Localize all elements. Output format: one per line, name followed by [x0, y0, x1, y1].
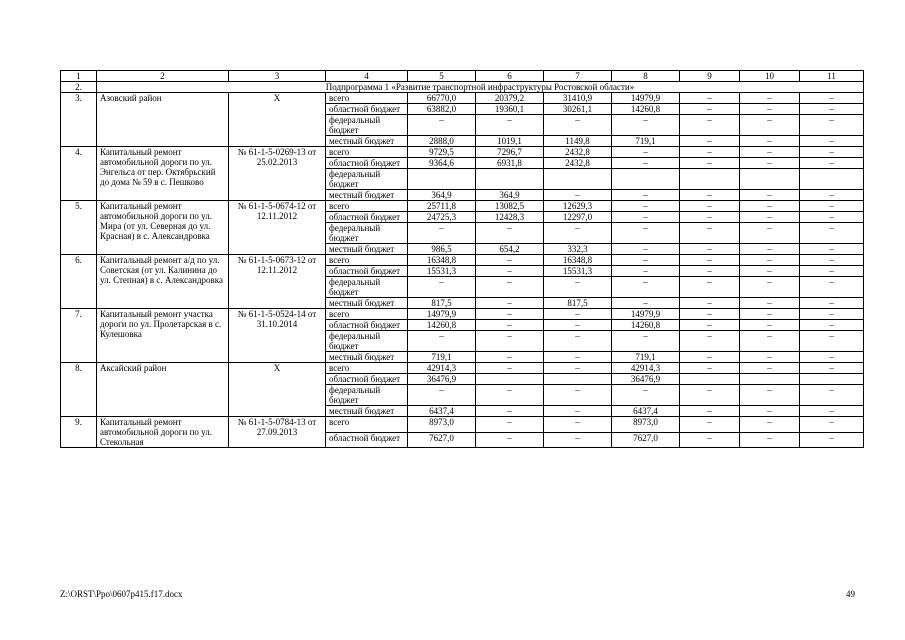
amount-cell: 654,2: [476, 244, 544, 255]
amount-cell: –: [800, 266, 864, 277]
amount-cell: –: [740, 147, 800, 158]
amount-cell: –: [800, 320, 864, 331]
amount-cell: 817,5: [544, 298, 612, 309]
amount-cell: –: [740, 331, 800, 352]
column-number: 4: [326, 71, 408, 82]
amount-cell: –: [612, 147, 680, 158]
amount-cell: –: [740, 104, 800, 115]
amount-cell: 2432,8: [544, 147, 612, 158]
amount-cell: [612, 169, 680, 190]
table-row: [61, 201, 864, 212]
amount-cell: –: [408, 115, 476, 136]
amount-cell: –: [800, 363, 864, 374]
funding-source: областной бюджет: [326, 266, 408, 277]
amount-cell: –: [740, 115, 800, 136]
funding-source: всего: [326, 309, 408, 320]
funding-source: областной бюджет: [326, 432, 408, 448]
amount-cell: 14979,9: [408, 309, 476, 320]
amount-cell: 8973,0: [408, 417, 476, 433]
row-number: 8.: [61, 363, 97, 417]
amount-cell: 14260,8: [612, 104, 680, 115]
amount-cell: 1019,1: [476, 136, 544, 147]
column-number: 8: [612, 71, 680, 82]
funding-source: областной бюджет: [326, 212, 408, 223]
amount-cell: –: [740, 93, 800, 104]
funding-source: местный бюджет: [326, 190, 408, 201]
amount-cell: 332,3: [544, 244, 612, 255]
funding-source: федеральный бюджет: [326, 169, 408, 190]
column-number: 6: [476, 71, 544, 82]
amount-cell: –: [800, 190, 864, 201]
amount-cell: –: [740, 223, 800, 244]
amount-cell: 19360,1: [476, 104, 544, 115]
budget-table: [60, 70, 864, 448]
amount-cell: –: [800, 277, 864, 298]
document-number: № 61-1-5-0673-12 от 12.11.2012: [229, 255, 326, 309]
amount-cell: –: [612, 331, 680, 352]
amount-cell: [476, 169, 544, 190]
amount-cell: –: [680, 223, 740, 244]
amount-cell: –: [680, 277, 740, 298]
amount-cell: –: [544, 432, 612, 448]
column-number: 7: [544, 71, 612, 82]
amount-cell: –: [476, 298, 544, 309]
amount-cell: –: [740, 406, 800, 417]
amount-cell: 2432,8: [544, 158, 612, 169]
amount-cell: –: [800, 309, 864, 320]
amount-cell: –: [476, 309, 544, 320]
amount-cell: 7627,0: [612, 432, 680, 448]
amount-cell: 986,5: [408, 244, 476, 255]
amount-cell: –: [680, 190, 740, 201]
amount-cell: –: [740, 363, 800, 374]
amount-cell: –: [680, 104, 740, 115]
amount-cell: –: [680, 331, 740, 352]
amount-cell: –: [740, 309, 800, 320]
amount-cell: –: [740, 320, 800, 331]
amount-cell: –: [800, 244, 864, 255]
amount-cell: 31410,9: [544, 93, 612, 104]
amount-cell: –: [800, 104, 864, 115]
amount-cell: –: [800, 331, 864, 352]
header-row: [61, 71, 864, 82]
amount-cell: –: [680, 320, 740, 331]
amount-cell: –: [800, 406, 864, 417]
amount-cell: –: [544, 320, 612, 331]
amount-cell: 14979,9: [612, 309, 680, 320]
column-number: 10: [740, 71, 800, 82]
amount-cell: 36476,9: [408, 374, 476, 385]
amount-cell: –: [800, 212, 864, 223]
amount-cell: 2888,0: [408, 136, 476, 147]
row-number: 5.: [61, 201, 97, 255]
funding-source: федеральный бюджет: [326, 385, 408, 406]
column-number: 3: [229, 71, 326, 82]
amount-cell: –: [740, 244, 800, 255]
amount-cell: –: [408, 223, 476, 244]
amount-cell: –: [476, 363, 544, 374]
row-number: 9.: [61, 417, 97, 448]
amount-cell: –: [612, 244, 680, 255]
amount-cell: [408, 169, 476, 190]
amount-cell: [544, 169, 612, 190]
funding-source: всего: [326, 93, 408, 104]
amount-cell: –: [544, 190, 612, 201]
subprogram-row: [61, 82, 864, 93]
amount-cell: 8973,0: [612, 417, 680, 433]
funding-source: местный бюджет: [326, 136, 408, 147]
document-number: № 61-1-5-0784-13 от 27.09.2013: [229, 417, 326, 448]
funding-source: областной бюджет: [326, 320, 408, 331]
funding-source: федеральный бюджет: [326, 331, 408, 352]
column-number: 1: [61, 71, 97, 82]
amount-cell: 36476,9: [612, 374, 680, 385]
amount-cell: –: [612, 190, 680, 201]
document-number: Х: [229, 363, 326, 417]
amount-cell: –: [680, 158, 740, 169]
funding-source: местный бюджет: [326, 298, 408, 309]
funding-source: федеральный бюджет: [326, 223, 408, 244]
amount-cell: –: [476, 385, 544, 406]
amount-cell: –: [800, 136, 864, 147]
funding-source: всего: [326, 255, 408, 266]
table-row: [61, 363, 864, 374]
amount-cell: –: [740, 190, 800, 201]
table-row: [61, 255, 864, 266]
amount-cell: –: [612, 277, 680, 298]
amount-cell: –: [408, 385, 476, 406]
amount-cell: –: [476, 352, 544, 363]
amount-cell: 719,1: [612, 136, 680, 147]
amount-cell: –: [740, 298, 800, 309]
amount-cell: 1149,8: [544, 136, 612, 147]
amount-cell: –: [544, 309, 612, 320]
row-number: 2.: [61, 82, 97, 93]
amount-cell: –: [544, 115, 612, 136]
amount-cell: –: [800, 385, 864, 406]
amount-cell: –: [476, 223, 544, 244]
amount-cell: –: [680, 255, 740, 266]
amount-cell: 12428,3: [476, 212, 544, 223]
amount-cell: [800, 374, 864, 385]
amount-cell: –: [800, 298, 864, 309]
amount-cell: 12629,3: [544, 201, 612, 212]
amount-cell: –: [740, 255, 800, 266]
amount-cell: –: [476, 406, 544, 417]
amount-cell: –: [680, 309, 740, 320]
amount-cell: 13082,5: [476, 201, 544, 212]
amount-cell: –: [740, 385, 800, 406]
file-path: Z:\ORST\Ppo\0607p415.f17.docx: [60, 589, 183, 599]
amount-cell: –: [740, 136, 800, 147]
amount-cell: –: [408, 331, 476, 352]
amount-cell: –: [680, 244, 740, 255]
amount-cell: –: [800, 417, 864, 433]
amount-cell: –: [800, 115, 864, 136]
funding-source: федеральный бюджет: [326, 115, 408, 136]
document-number: № 61-1-5-0524-14 от 31.10.2014: [229, 309, 326, 363]
amount-cell: –: [476, 432, 544, 448]
amount-cell: –: [680, 147, 740, 158]
amount-cell: 6437,4: [408, 406, 476, 417]
document-number: № 61-1-5-0269-13 от 25.02.2013: [229, 147, 326, 201]
amount-cell: 6931,8: [476, 158, 544, 169]
amount-cell: –: [800, 201, 864, 212]
funding-source: местный бюджет: [326, 352, 408, 363]
table-row: [61, 309, 864, 320]
amount-cell: 66770,0: [408, 93, 476, 104]
amount-cell: [680, 374, 740, 385]
funding-source: областной бюджет: [326, 104, 408, 115]
amount-cell: –: [544, 277, 612, 298]
amount-cell: 364,9: [476, 190, 544, 201]
amount-cell: 16348,8: [408, 255, 476, 266]
amount-cell: [476, 374, 544, 385]
amount-cell: –: [612, 266, 680, 277]
amount-cell: 9364,6: [408, 158, 476, 169]
amount-cell: –: [740, 352, 800, 363]
funding-source: всего: [326, 363, 408, 374]
amount-cell: [740, 374, 800, 385]
amount-cell: –: [800, 147, 864, 158]
amount-cell: –: [544, 352, 612, 363]
funding-source: местный бюджет: [326, 406, 408, 417]
amount-cell: –: [680, 115, 740, 136]
amount-cell: –: [680, 266, 740, 277]
row-number: 3.: [61, 93, 97, 147]
amount-cell: –: [612, 385, 680, 406]
amount-cell: –: [740, 266, 800, 277]
amount-cell: 6437,4: [612, 406, 680, 417]
amount-cell: 719,1: [408, 352, 476, 363]
object-name: Капитальный ремонт а/д по ул. Советская (от ул. Калинина до ул. Степная) в с. Александровка: [97, 255, 229, 309]
amount-cell: –: [680, 298, 740, 309]
amount-cell: –: [680, 406, 740, 417]
amount-cell: –: [612, 115, 680, 136]
funding-source: областной бюджет: [326, 374, 408, 385]
table-row: [61, 417, 864, 433]
amount-cell: –: [544, 406, 612, 417]
object-name: Капитальный ремонт автомобильной дороги по ул. Энгельса от пер. Октябрьский до дома № 59 в с. Пешково: [97, 147, 229, 201]
document-number: Х: [229, 93, 326, 147]
amount-cell: –: [544, 331, 612, 352]
column-number: 9: [680, 71, 740, 82]
amount-cell: 364,9: [408, 190, 476, 201]
amount-cell: –: [680, 363, 740, 374]
amount-cell: –: [476, 277, 544, 298]
amount-cell: –: [680, 385, 740, 406]
row-number: 7.: [61, 309, 97, 363]
amount-cell: –: [740, 158, 800, 169]
amount-cell: –: [544, 385, 612, 406]
amount-cell: 25711,8: [408, 201, 476, 212]
amount-cell: 63882,0: [408, 104, 476, 115]
amount-cell: [680, 169, 740, 190]
funding-source: всего: [326, 201, 408, 212]
amount-cell: –: [544, 417, 612, 433]
amount-cell: –: [740, 277, 800, 298]
funding-source: федеральный бюджет: [326, 277, 408, 298]
amount-cell: –: [612, 212, 680, 223]
amount-cell: –: [476, 320, 544, 331]
page-number: 49: [846, 589, 855, 599]
amount-cell: 42914,3: [612, 363, 680, 374]
amount-cell: –: [800, 223, 864, 244]
amount-cell: –: [612, 255, 680, 266]
amount-cell: –: [680, 136, 740, 147]
column-number: 2: [97, 71, 229, 82]
amount-cell: –: [680, 352, 740, 363]
amount-cell: –: [800, 158, 864, 169]
amount-cell: –: [612, 201, 680, 212]
amount-cell: –: [612, 223, 680, 244]
amount-cell: 14260,8: [408, 320, 476, 331]
amount-cell: –: [612, 298, 680, 309]
amount-cell: 817,5: [408, 298, 476, 309]
row-number: 4.: [61, 147, 97, 201]
funding-source: областной бюджет: [326, 158, 408, 169]
object-name: Капитальный ремонт автомобильной дороги по ул. Мира (от ул. Северная до ул. Красная) в с. Александровка: [97, 201, 229, 255]
amount-cell: –: [476, 331, 544, 352]
amount-cell: –: [476, 115, 544, 136]
amount-cell: –: [800, 432, 864, 448]
amount-cell: –: [740, 432, 800, 448]
amount-cell: 9729,5: [408, 147, 476, 158]
amount-cell: –: [680, 417, 740, 433]
amount-cell: 16348,8: [544, 255, 612, 266]
column-number: 11: [800, 71, 864, 82]
object-name: Аксайский район: [97, 363, 229, 417]
table-row: [61, 93, 864, 104]
amount-cell: –: [680, 432, 740, 448]
amount-cell: 20379,2: [476, 93, 544, 104]
amount-cell: –: [740, 201, 800, 212]
amount-cell: –: [740, 417, 800, 433]
amount-cell: –: [800, 255, 864, 266]
amount-cell: 30261,1: [544, 104, 612, 115]
amount-cell: –: [408, 277, 476, 298]
funding-source: местный бюджет: [326, 244, 408, 255]
amount-cell: 15531,3: [544, 266, 612, 277]
amount-cell: [544, 374, 612, 385]
object-name: Капитальный ремонт участка дороги по ул. Пролетарская в с. Кулешовка: [97, 309, 229, 363]
amount-cell: 7627,0: [408, 432, 476, 448]
amount-cell: –: [476, 266, 544, 277]
amount-cell: [740, 169, 800, 190]
subprogram-title: Подпрограмма 1 «Развитие транспортной инфраструктуры Ростовской области»: [97, 82, 864, 93]
amount-cell: 14979,9: [612, 93, 680, 104]
row-number: 6.: [61, 255, 97, 309]
funding-source: всего: [326, 147, 408, 158]
amount-cell: –: [544, 363, 612, 374]
funding-source: всего: [326, 417, 408, 433]
amount-cell: –: [476, 255, 544, 266]
table-row: [61, 147, 864, 158]
amount-cell: 42914,3: [408, 363, 476, 374]
object-name: Азовский район: [97, 93, 229, 147]
amount-cell: –: [476, 417, 544, 433]
amount-cell: –: [800, 352, 864, 363]
amount-cell: –: [544, 223, 612, 244]
amount-cell: 15531,3: [408, 266, 476, 277]
amount-cell: –: [740, 212, 800, 223]
amount-cell: –: [680, 201, 740, 212]
object-name: Капитальный ремонт автомобильной дороги по ул. Стекольная: [97, 417, 229, 448]
amount-cell: –: [800, 93, 864, 104]
document-number: № 61-1-5-0674-12 от 12.11.2012: [229, 201, 326, 255]
amount-cell: 14260,8: [612, 320, 680, 331]
column-number: 5: [408, 71, 476, 82]
amount-cell: 12297,0: [544, 212, 612, 223]
amount-cell: 7296,7: [476, 147, 544, 158]
amount-cell: –: [680, 212, 740, 223]
amount-cell: 24725,3: [408, 212, 476, 223]
amount-cell: –: [612, 158, 680, 169]
amount-cell: [800, 169, 864, 190]
amount-cell: –: [680, 93, 740, 104]
amount-cell: 719,1: [612, 352, 680, 363]
